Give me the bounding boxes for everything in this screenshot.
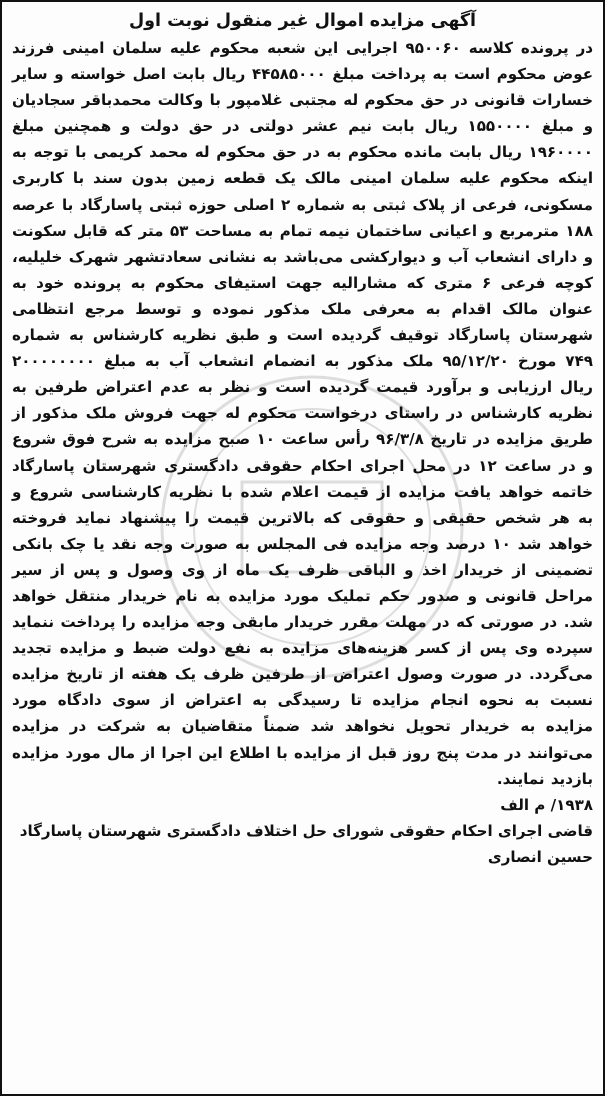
signature-name: حسین انصاری: [487, 847, 593, 866]
notice-reference-number: ۱۹۳۸/ م الف: [500, 795, 593, 814]
notice-title: آگهی مزایده اموال غیر منقول نوبت اول: [128, 11, 477, 31]
notice-body: در پرونده کلاسه ۹۵۰۰۶۰ اجرایی این شعبه محکوم علیه سلمان امینی فرزند عوض محکوم است به پرداخت مبلغ ۴۴۵۸۵۰۰۰ ریال بابت اصل خواسته و سایر خسارات قانونی در حق محکوم له مجتبی غلامپور با وکالت محمدباقر سجادیان و مبلغ ۱۵۵۰۰۰۰ ریال بابت نیم عشر دولتی در حق دولت و همچنین مبلغ ۱۹۶۰۰۰۰ ریال بابت مانده محکوم به در حق محکوم له محمد کریمی با توجه به اینکه محکوم علیه سلمان امینی مالک یک قطعه زمین بدون سند با کاربری مسکونی، فرعی از پلاک ثبتی به شماره ۲ اصلی حوزه ثبتی پاسارگاد با عرصه ۱۸۸ مترمربع و اعیانی ساختمان نیمه تمام به مساحت ۵۳ متر که قابل سکونت و دارای انشعاب آب و دیوارکشی می‌باشد به نشانی سعادتشهر شهرک خلیلیه، کوچه فرعی ۶ متری که مشارالیه جهت استیفای محکوم به پرونده خود به عنوان مالک اقدام به معرفی ملک مذکور نموده و توسط مرجع انتظامی شهرستان پاسارگاد توقیف گردیده است و طبق نظریه کارشناس به شماره ۷۴۹ مورخ ۹۵/۱۲/۲۰ ملک مذکور به انضمام انشعاب آب به مبلغ ۲۰۰۰۰۰۰۰۰ ریال ارزیابی و برآورد قیمت گردیده است و نظر به عدم اعتراض طرفین به نظریه کارشناس در راستای درخواست محکوم له جهت فروش ملک مذکور از طریق مزایده در تاریخ ۹۶/۳/۸ رأس ساعت ۱۰ صبح مزایده به شرح فوق شروع و در ساعت ۱۲ در محل اجرای احکام حقوقی دادگستری شهرستان پاسارگاد خاتمه خواهد یافت مزایده از قیمت اعلام شده با نظریه کارشناسی شروع و به هر شخص حقیقی و حقوقی که بالاترین قیمت را پیشنهاد نماید فروخته خواهد شد ۱۰ درصد وجه مزایده فی المجلس به صورت وجه نقد یا چک بانکی تضمینی از خریدار اخذ و الباقی ظرف یک ماه از وی وصول و پس از سیر مراحل قانونی و صدور حکم تملیک مورد مزایده به نام خریدار منتقل خواهد شد. در صورتی که در مهلت مقرر خریدار مابقی وجه مزایده را پرداخت ننماید سپرده وی پس از کسر هزینه‌های مزایده به نفع دولت ضبط و مزایده تجدید می‌گردد. در صورت وصول اعتراض از طرفین ظرف یک هفته از تاریخ مزایده نسبت به نحوه انجام مزایده تا رسیدگی به اعتراض از سوی دادگاه مورد مزایده به خریدار تحویل نخواهد شد ضمناً متقاضیان به شرکت در مزایده می‌توانند در مدت پنج روز قبل از مزایده با اطلاع این اجرا از مال مورد مزایده بازدید نمایند.: [12, 39, 594, 788]
signature-title: قاضی اجرای احکام حقوقی شورای حل اختلاف دادگستری شهرستان پاسارگاد: [19, 821, 593, 840]
